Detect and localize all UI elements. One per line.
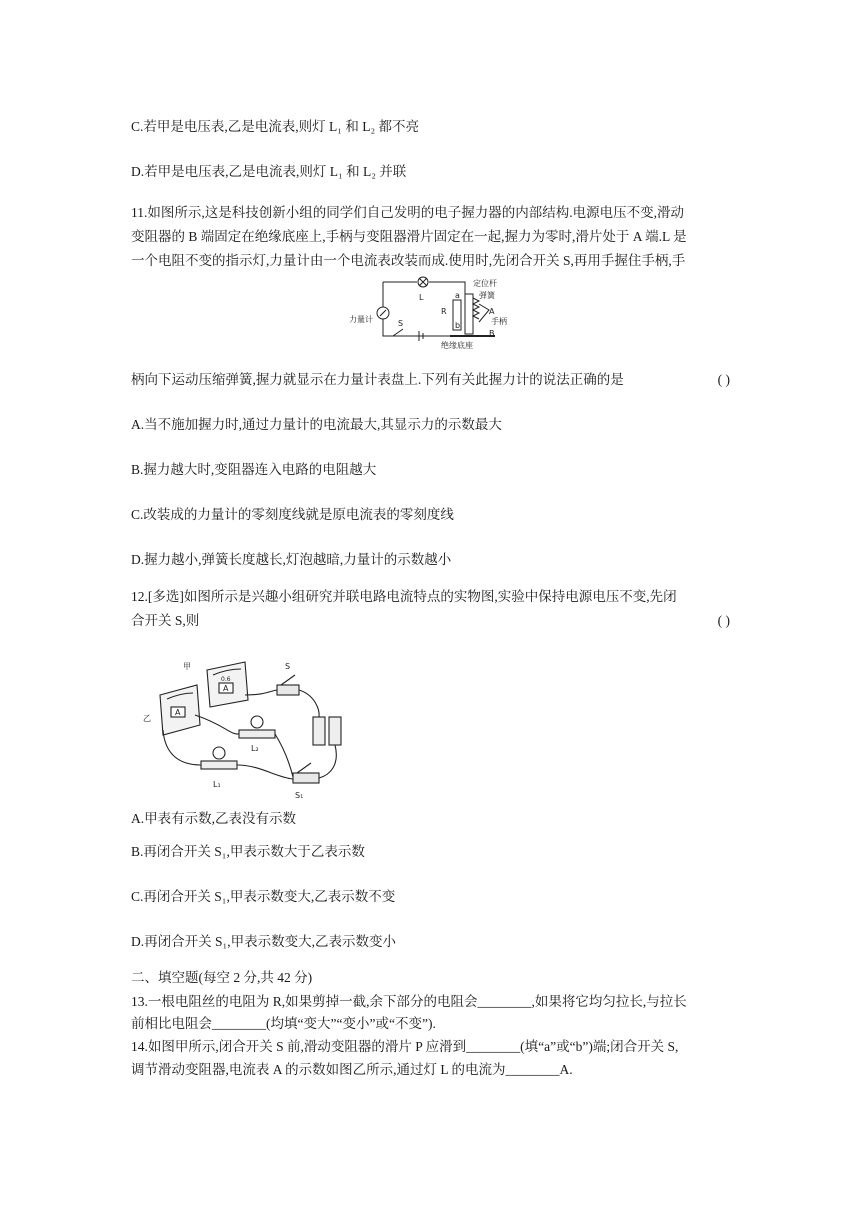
label-meter-yi: A [175, 708, 181, 717]
label-L1: L₁ [213, 780, 221, 789]
label-R: R [441, 307, 447, 316]
label-dingweigan: 定位杆 [473, 279, 497, 288]
label-L2: L₂ [251, 744, 259, 753]
question-14-line2: 调节滑动变阻器,电流表 A 的示数如图乙所示,通过灯 L 的电流为________A. [131, 1062, 573, 1077]
lamp-L2-icon [239, 730, 275, 738]
label-A: A [489, 307, 495, 316]
question-12-line2: 合开关 S,则 [131, 613, 200, 628]
question-12-answer-paren: ( ) [717, 613, 730, 628]
label-switch-S: S [398, 319, 404, 328]
question-14-line1: 14.如图甲所示,闭合开关 S 前,滑动变阻器的滑片 P 应滑到________(填“a”或“b”)端;闭合开关 S, [131, 1039, 679, 1054]
question-13-line2: 前相比电阻会________(均填“变大”“变小”或“不变”). [131, 1016, 436, 1031]
label-lamp-L: L [419, 293, 424, 302]
battery-icon [313, 717, 325, 745]
label-b: b [455, 321, 461, 330]
question-11-answer-paren: ( ) [717, 372, 730, 387]
option-10c: C.若甲是电压表,乙是电流表,则灯 L₁ 和 L₂ 都不亮 [131, 119, 420, 134]
grip-dynamometer-circuit-figure [345, 270, 515, 350]
question-11-line3: 一个电阻不变的指示灯,力量计由一个电流表改装而成.使用时,先闭合开关 S,再用手握住手柄,手 [131, 253, 686, 268]
option-11a: A.当不施加握力时,通过力量计的电流最大,其显示力的示数最大 [131, 417, 502, 432]
label-dizuo: 绝缘底座 [441, 341, 473, 350]
label-B: B [489, 329, 495, 338]
label-liliangji: 力量计 [349, 315, 373, 324]
question-12-line1: 12.[多选]如图所示是兴趣小组研究并联电路电流特点的实物图,实验中保持电源电压不变,先闭 [131, 589, 677, 604]
option-11d: D.握力越小,弹簧长度越长,灯泡越暗,力量计的示数越小 [131, 552, 452, 567]
lamp-L1-icon [201, 761, 237, 769]
label-jia: 甲 [183, 662, 191, 671]
question-11-line2: 变阻器的 B 端固定在绝缘底座上,手柄与变阻器滑片固定在一起,握力为零时,滑片处于 A 端.L 是 [131, 229, 687, 244]
label-yi: 乙 [143, 714, 151, 723]
label-S: S [285, 662, 291, 671]
option-12a: A.甲表有示数,乙表没有示数 [131, 811, 296, 826]
option-12d: D.再闭合开关 S₁,甲表示数变大,乙表示数变小 [131, 934, 396, 949]
question-11-line4: 柄向下运动压缩弹簧,握力就显示在力量计表盘上.下列有关此握力计的说法正确的是 [131, 372, 624, 387]
label-shoubing: 手柄 [491, 317, 507, 326]
option-12c: C.再闭合开关 S₁,甲表示数变大,乙表示数不变 [131, 889, 396, 904]
label-S1: S₁ [295, 791, 304, 800]
section-2-heading: 二、填空题(每空 2 分,共 42 分) [131, 970, 313, 985]
option-11c: C.改装成的力量计的零刻度线就是原电流表的零刻度线 [131, 507, 454, 522]
option-10d: D.若甲是电压表,乙是电流表,则灯 L₁ 和 L₂ 并联 [131, 164, 407, 179]
label-scale: 0.6 [221, 676, 231, 683]
parallel-circuit-figure [135, 655, 360, 805]
option-12b: B.再闭合开关 S₁,甲表示数大于乙表示数 [131, 844, 365, 859]
switch-S-icon [277, 685, 299, 695]
label-tanhuang: 弹簧 [479, 291, 495, 300]
option-11b: B.握力越大时,变阻器连入电路的电阻越大 [131, 462, 377, 477]
label-meter-jia: A [223, 684, 229, 693]
label-a: a [455, 291, 460, 300]
spring-icon [473, 298, 479, 319]
question-11-line1: 11.如图所示,这是科技创新小组的同学们自己发明的电子握力器的内部结构.电源电压不变,滑动 [131, 205, 684, 220]
switch-S1-icon [293, 773, 319, 783]
question-13-line1: 13.一根电阻丝的电阻为 R,如果剪掉一截,余下部分的电阻会________,如果将它均匀拉长,与拉长 [131, 994, 687, 1009]
